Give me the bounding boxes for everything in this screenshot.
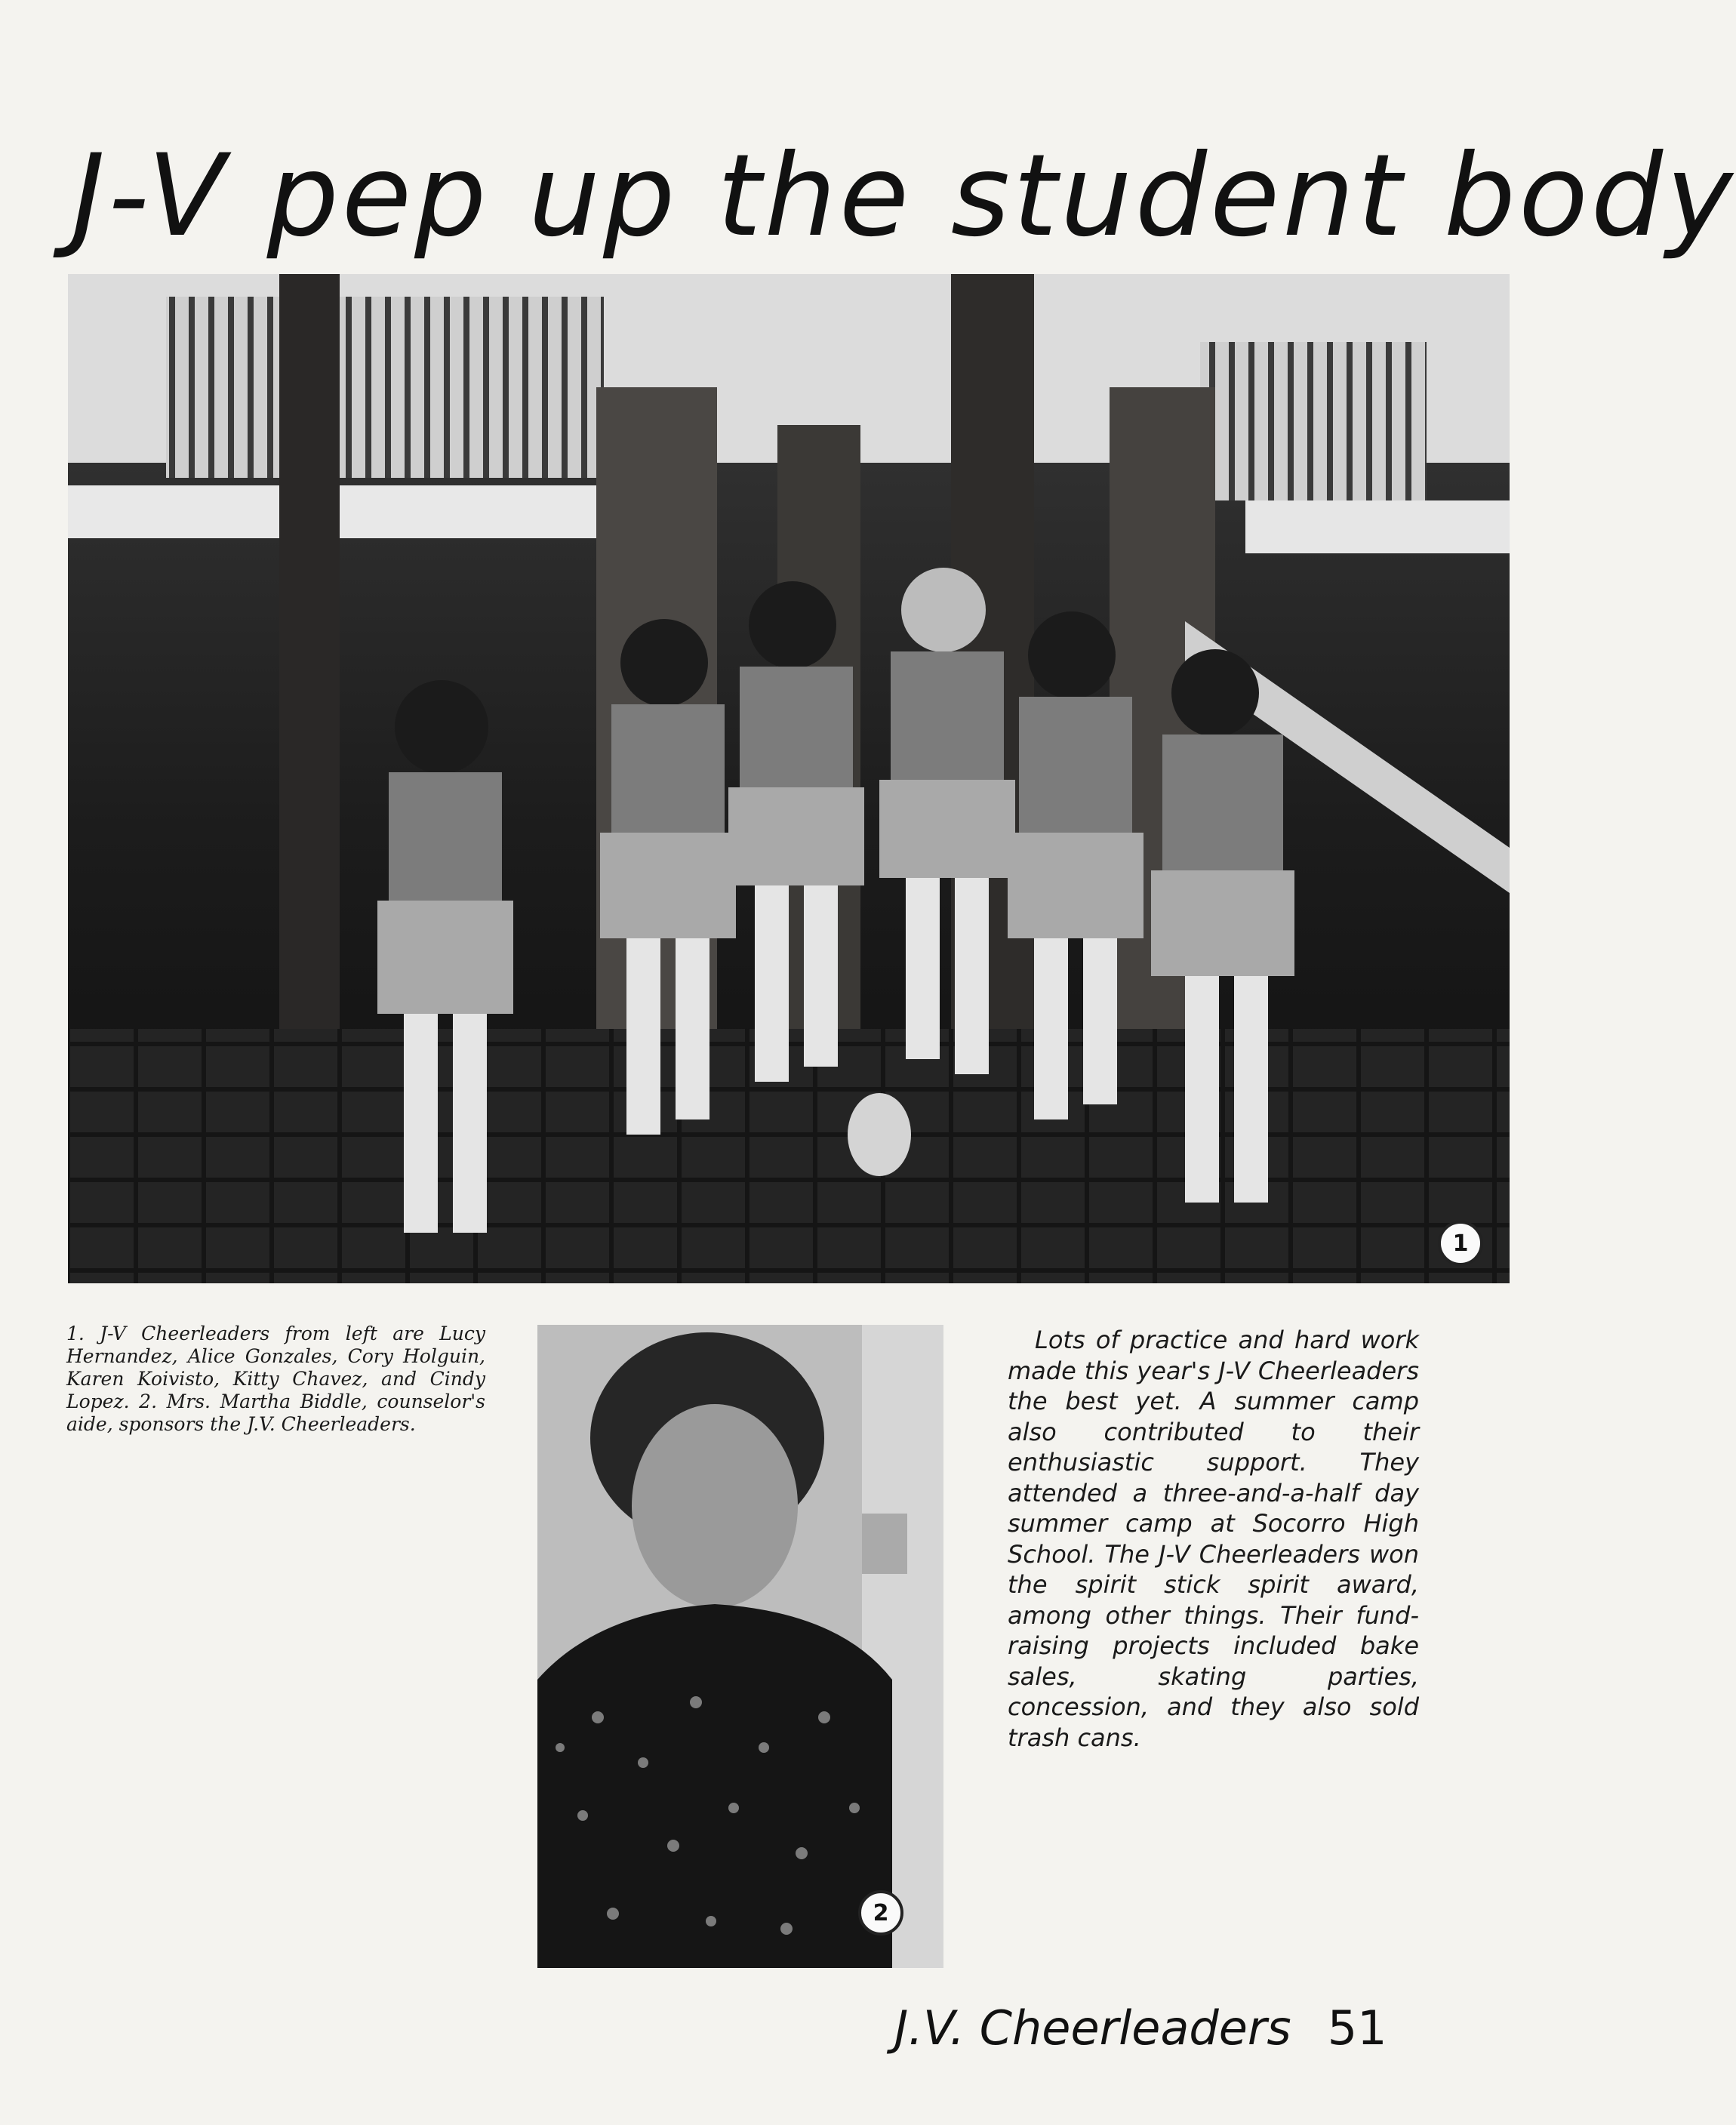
page-headline: J-V pep up the student body [72,131,1736,262]
page-footer [894,2000,1387,2056]
portrait-photo [537,1325,943,1968]
photo-number-badge-2: 2 [858,1890,903,1936]
photo-caption: 1. J-V Cheerleaders from left are Lucy Hernandez, Alice Gonzales, Cory Holguin, Karen Koivisto, Kitty Chavez, and Cindy Lopez. 2. Mrs. Martha Biddle, counselor's aide, sponsors the J.V. Cheerleaders. [66,1323,485,1435]
group-photo [68,274,1510,1283]
page-number: 51 [1327,2000,1387,2056]
portrait-photo-image [537,1325,943,1968]
footer-section-title: J.V. Cheerleaders [894,2000,1291,2056]
article-body [1008,1325,1419,1753]
group-photo-image [68,274,1510,1283]
photo-number-badge-1: 1 [1438,1221,1483,1266]
article-paragraph: Lots of practice and hard work made this year's J-V Cheerleaders the best yet. A summer camp also contributed to their enthusiastic support. They attended a three-and-a-half day summer camp at Socorro High School. The J-V Cheerleaders won the spirit stick spirit award, among other things. Their fund-raising projects included bake sales, skating parties, concession, and they also sold trash cans. [1008,1326,1419,1752]
